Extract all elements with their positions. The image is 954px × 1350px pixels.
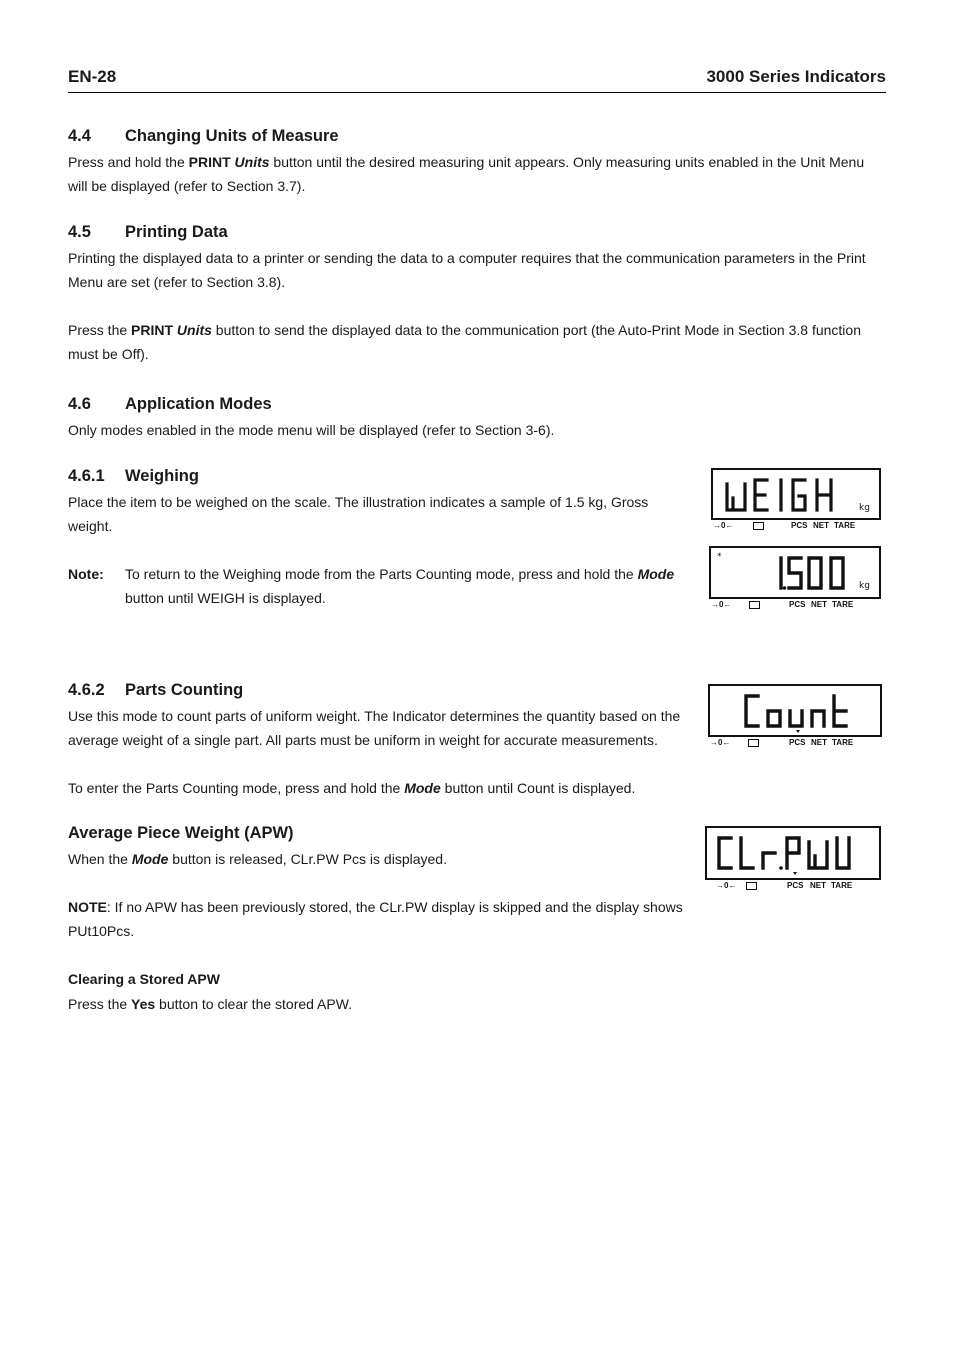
section-4-5-paragraph-1 <box>68 246 888 294</box>
section-number: 4.5 <box>68 223 91 241</box>
tare-annunciator: TARE <box>834 521 856 530</box>
section-4-5-heading <box>68 223 228 242</box>
zero-indicator: →0← <box>716 881 737 890</box>
weighing-note <box>68 562 708 610</box>
section-title: Changing Units of Measure <box>125 127 339 145</box>
text-line: PUt10Pcs. <box>68 923 135 939</box>
pointer-mark <box>793 872 797 875</box>
unit-label: kg <box>859 503 870 513</box>
decimal-point <box>783 586 787 590</box>
section-4-6-1-paragraph <box>68 490 688 538</box>
weigh-segment-digits <box>713 470 879 518</box>
pcs-annunciator: PCS <box>789 738 806 747</box>
net-annunciator: NET <box>811 600 827 609</box>
section-title: Printing Data <box>125 223 228 241</box>
zero-indicator: →0← <box>713 521 734 530</box>
net-annunciator: NET <box>810 881 826 890</box>
lcd-value-figure <box>709 546 881 612</box>
lcd-weigh-figure <box>711 468 881 534</box>
clrpw-segment-digits <box>707 828 879 878</box>
units-key-label: Units <box>176 322 212 338</box>
apw-note <box>68 895 708 943</box>
section-4-6-paragraph <box>68 418 888 442</box>
section-4-4-heading <box>68 127 339 146</box>
zero-indicator: →0← <box>710 738 731 747</box>
text-run: : If no APW has been previously stored, the CLr.PW display is skipped and the display shows <box>106 899 683 915</box>
text-line: Printing the displayed data to a printer or sending the data to a computer requires that the communication parameters in the Print <box>68 250 866 266</box>
text-run: Press the <box>68 996 132 1012</box>
section-title: Application Modes <box>125 395 272 413</box>
text-run: button to clear the stored APW. <box>155 996 353 1012</box>
note-label: NOTE <box>68 899 107 915</box>
lcd-screen <box>708 684 882 737</box>
battery-icon <box>746 882 757 890</box>
section-number: 4.6 <box>68 395 91 413</box>
text-run: button until Count is displayed. <box>440 780 636 796</box>
section-4-6-2-paragraph-2 <box>68 776 708 800</box>
net-annunciator: NET <box>813 521 829 530</box>
value-segment-digits <box>711 548 879 597</box>
section-number: 4.4 <box>68 127 91 145</box>
section-title: Parts Counting <box>125 681 244 699</box>
text-run: To return to the Weighing mode from the Parts Counting mode, press and hold the <box>125 566 638 582</box>
text-run: When the <box>68 851 132 867</box>
text-run: button to send the displayed data to the communication port (the Auto-Print Mode in Section 3.8 function <box>211 322 861 338</box>
text-run: Press the <box>68 322 132 338</box>
annunciator-row <box>711 600 879 612</box>
text-run: Press and hold the <box>68 154 189 170</box>
text-line: average weight of a single part. All parts must be uniform in weight for accurate measurements. <box>68 732 658 748</box>
pcs-annunciator: PCS <box>789 600 806 609</box>
clearing-apw-paragraph <box>68 992 708 1016</box>
battery-icon <box>748 739 759 747</box>
unit-label: kg <box>859 581 870 591</box>
zero-indicator: →0← <box>711 600 732 609</box>
header-rule <box>68 92 886 93</box>
text-run: button is released, CLr.PW Pcs is displayed. <box>168 851 447 867</box>
mode-key-label: Mode <box>637 566 675 582</box>
stability-mark: * <box>717 552 722 562</box>
text-line: Menu are set (refer to Section 3.8). <box>68 274 286 290</box>
text-run: To enter the Parts Counting mode, press and hold the <box>68 780 405 796</box>
yes-key-label: Yes <box>131 996 156 1012</box>
section-title: Weighing <box>125 467 199 485</box>
text-line: must be Off). <box>68 346 149 362</box>
section-4-6-1-heading <box>68 467 199 486</box>
lcd-screen <box>705 826 881 880</box>
text-line: Place the item to be weighed on the scale. The illustration indicates a sample of 1.5 kg, Gross <box>68 494 649 510</box>
note-label: Note: <box>68 566 104 582</box>
lcd-screen <box>709 546 881 599</box>
apw-paragraph <box>68 847 708 871</box>
clearing-apw-heading: Clearing a Stored APW <box>68 971 220 987</box>
annunciator-row <box>713 521 881 533</box>
section-4-6-2-paragraph-1 <box>68 704 708 752</box>
mode-key-label: Mode <box>404 780 441 796</box>
text-line: button until WEIGH is displayed. <box>125 590 326 606</box>
battery-icon <box>753 522 764 530</box>
tare-annunciator: TARE <box>831 881 853 890</box>
pcs-annunciator: PCS <box>787 881 804 890</box>
apw-heading: Average Piece Weight (APW) <box>68 824 294 842</box>
count-segment-digits <box>710 686 880 735</box>
section-4-6-2-heading <box>68 681 243 700</box>
battery-icon <box>749 601 760 609</box>
text-line: Only modes enabled in the mode menu will be displayed (refer to Section 3-6). <box>68 422 555 438</box>
section-4-6-heading <box>68 395 272 414</box>
pointer-mark <box>796 730 800 733</box>
text-line: Use this mode to count parts of uniform weight. The Indicator determines the quantity based on the <box>68 708 681 724</box>
annunciator-row <box>716 881 881 893</box>
mode-key-label: Mode <box>131 851 169 867</box>
section-number: 4.6.1 <box>68 467 105 485</box>
tare-annunciator: TARE <box>832 738 854 747</box>
lcd-count-figure <box>708 684 882 750</box>
print-key-label: PRINT <box>131 322 174 338</box>
text-run: button until the desired measuring unit appears. Only measuring units enabled in the Unit Menu <box>269 154 865 170</box>
units-key-label: Units <box>234 154 270 170</box>
section-4-4-paragraph <box>68 150 888 198</box>
text-line: weight. <box>68 518 113 534</box>
page-number: EN-28 <box>68 67 117 86</box>
print-key-label: PRINT <box>188 154 231 170</box>
annunciator-row <box>710 738 880 750</box>
tare-annunciator: TARE <box>832 600 854 609</box>
decimal-point <box>779 866 783 870</box>
text-line: will be displayed (refer to Section 3.7). <box>68 178 306 194</box>
lcd-clrpw-figure <box>705 826 881 892</box>
section-number: 4.6.2 <box>68 681 105 699</box>
document-title: 3000 Series Indicators <box>706 67 886 86</box>
section-4-5-paragraph-2 <box>68 318 888 366</box>
lcd-screen <box>711 468 881 520</box>
net-annunciator: NET <box>811 738 827 747</box>
pcs-annunciator: PCS <box>791 521 808 530</box>
